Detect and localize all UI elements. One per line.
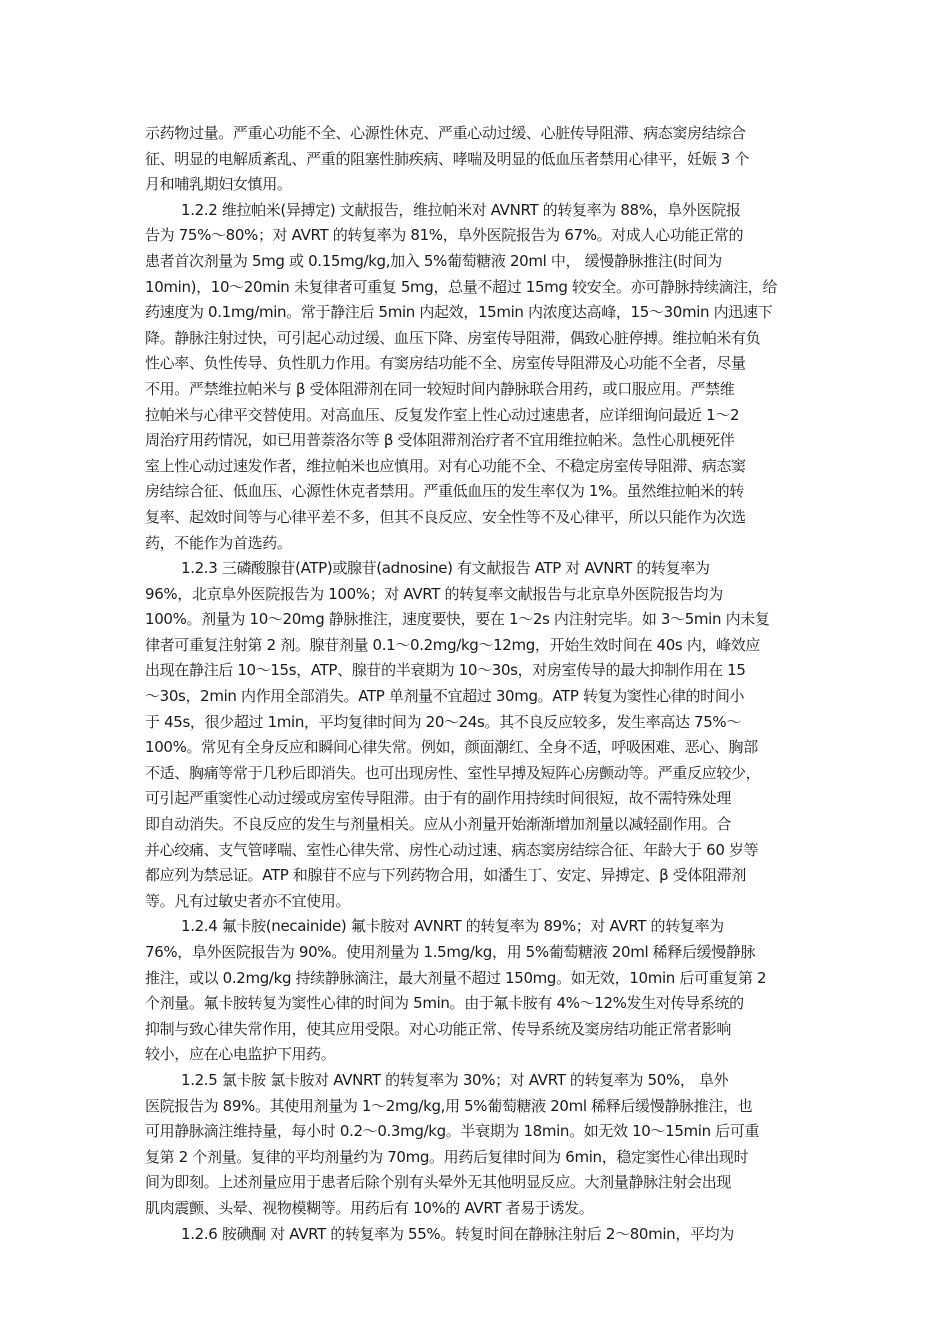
- paragraph-line: 可用静脉滴注维持量，每小时 0.2～0.3mg/kg。半衰期为 18min。如无效 10～15min 后可重: [145, 1122, 760, 1141]
- paragraph-line: 肌肉震颤、头晕、视物模糊等。用药后有 10%的 AVRT 者易于诱发。: [145, 1198, 594, 1217]
- paragraph-line: 76%，阜外医院报告为 90%。使用剂量为 1.5mg/kg，用 5%葡萄糖液 20ml 稀释后缓慢静脉: [145, 943, 756, 961]
- paragraph-line: 性心率、负性传导、负性肌力作用。有窦房结功能不全、房室传导阻滞及心功能不全者，尽量: [145, 354, 746, 373]
- paragraph-line: 较小，应在心电监护下用药。: [145, 1045, 336, 1064]
- paragraph-line: 个剂量。氟卡胺转复为窦性心律的时间为 5min。由于氟卡胺有 4%～12%发生对传导系统的: [145, 994, 744, 1013]
- section-heading-line: 1.2.6 胺碘酮 对 AVRT 的转复率为 55%。转复时间在静脉注射后 2～80min，平均为: [181, 1224, 734, 1243]
- body-text: [145, 121, 817, 1247]
- paragraph-line: 降。静脉注射过快，可引起心动过缓、血压下降、房室传导阻滞，偶致心脏停搏。维拉帕米有负: [145, 328, 761, 347]
- paragraph-line: 拉帕米与心律平交替使用。对高血压、反复发作室上性心动过速患者，应详细询问最近 1～2: [145, 405, 740, 424]
- paragraph-line: 间为即刻。上述剂量应用于患者后除个别有头晕外无其他明显反应。大剂量静脉注射会出现: [145, 1173, 732, 1192]
- paragraph-line: 复率、起效时间等与心律平差不多，但其不良反应、安全性等不及心律平，所以只能作为次选: [145, 507, 746, 526]
- paragraph-line: 即自动消失。不良反应的发生与剂量相关。应从小剂量开始渐渐增加剂量以减轻副作用。合: [145, 815, 732, 834]
- paragraph-line: 100%。剂量为 10～20mg 静脉推注，速度要快，要在 1～2s 内注射完毕。如 3～5min 内未复: [145, 610, 770, 629]
- paragraph-line: 药速度为 0.1mg/min。常于静注后 5min 内起效，15min 内浓度达高峰，15～30min 内迅速下: [145, 303, 773, 322]
- section-heading-line: 1.2.3 三磷酸腺苷(ATP)或腺苷(adnosine) 有文献报告 ATP 对 AVNRT 的转复率为: [181, 559, 710, 578]
- paragraph-line: 出现在静注后 10～15s，ATP、腺苷的半衰期为 10～30s，对房室传导的最大抑制作用在 15: [145, 661, 746, 680]
- paragraph-line: 10min)，10～20min 未复律者可重复 5mg，总量不超过 15mg 较安全。亦可静脉持续滴注，给: [145, 277, 778, 296]
- section-heading-line: 1.2.5 氯卡胺 氯卡胺对 AVNRT 的转复率为 30%；对 AVRT 的转复率为 50%， 阜外: [181, 1070, 729, 1089]
- section-heading-line: 1.2.2 维拉帕米(异搏定) 文献报告，维拉帕米对 AVNRT 的转复率为 88%，阜外医院报: [181, 200, 741, 219]
- paragraph-line: 不用。严禁维拉帕米与 β 受体阻滞剂在同一较短时间内静脉联合用药，或口服应用。严禁维: [145, 379, 735, 398]
- paragraph-line: 不适、胸痛等常于几秒后即消失。也可出现房性、室性早搏及短阵心房颤动等。严重反应较少，: [145, 763, 761, 782]
- paragraph-line: 96%，北京阜外医院报告为 100%；对 AVRT 的转复率文献报告与北京阜外医院报告均为: [145, 584, 723, 603]
- paragraph-line: ～30s，2min 内作用全部消失。ATP 单剂量不宜超过 30mg。ATP 转复为窦性心律的时间小: [145, 687, 745, 706]
- paragraph-line: 房结综合征、低血压、心源性休克者禁用。严重低血压的发生率仅为 1%。虽然维拉帕米的转: [145, 482, 744, 501]
- paragraph-line: 复第 2 个剂量。复律的平均剂量约为 70mg。用药后复律时间为 6min，稳定窦性心律出现时: [145, 1147, 749, 1166]
- paragraph-line: 征、明显的电解质紊乱、严重的阻塞性肺疾病、哮喘及明显的低血压者禁用心律平，妊娠 3 个: [145, 149, 750, 168]
- paragraph-line: 都应列为禁忌证。ATP 和腺苷不应与下列药物合用，如潘生丁、安定、异搏定、β 受体阻滞剂: [145, 866, 747, 885]
- paragraph-line: 周治疗用药情况，如已用普萘洛尔等 β 受体阻滞剂治疗者不宜用维拉帕米。急性心肌梗死伴: [145, 431, 735, 450]
- paragraph-line: 抑制与致心律失常作用，使其应用受限。对心功能正常、传导系统及窦房结功能正常者影响: [145, 1019, 732, 1038]
- paragraph-line: 患者首次剂量为 5mg 或 0.15mg/kg,加入 5%葡萄糖液 20ml 中， 缓慢静脉推注(时间为: [145, 251, 722, 270]
- section-heading-line: 1.2.4 氟卡胺(necainide) 氟卡胺对 AVNRT 的转复率为 89%；对 AVRT 的转复率为: [181, 917, 724, 936]
- paragraph-line: 并心绞痛、支气管哮喘、室性心律失常、房性心动过速、病态窦房结综合征、年龄大于 60 岁等: [145, 840, 759, 859]
- paragraph-line: 药，不能作为首选药。: [145, 533, 292, 552]
- paragraph-line: 推注，或以 0.2mg/kg 持续静脉滴注，最大剂量不超过 150mg。如无效，10min 后可重复第 2: [145, 968, 767, 987]
- paragraph-line: 于 45s，很少超过 1min，平均复律时间为 20～24s。其不良反应较多，发生率高达 75%～: [145, 712, 741, 731]
- paragraph-line: 室上性心动过速发作者，维拉帕米也应慎用。对有心功能不全、不稳定房室传导阻滞、病态窦: [145, 456, 746, 475]
- paragraph-line: 医院报告为 89%。其使用剂量为 1～2mg/kg,用 5%葡萄糖液 20ml 稀释后缓慢静脉推注，也: [145, 1096, 753, 1115]
- paragraph-line: 100%。常见有全身反应和瞬间心律失常。例如，颜面潮红、全身不适，呼吸困难、恶心、胸部: [145, 738, 758, 757]
- paragraph-line: 等。凡有过敏史者亦不宜使用。: [145, 891, 351, 910]
- paragraph-line: 律者可重复注射第 2 剂。腺苷剂量 0.1～0.2mg/kg～12mg，开始生效时间在 40s 内，峰效应: [145, 635, 761, 654]
- paragraph-line: 示药物过量。严重心功能不全、心源性休克、严重心动过缓、心脏传导阻滞、病态窦房结综合: [145, 124, 746, 142]
- paragraph-line: 可引起严重窦性心动过缓或房室传导阻滞。由于有的副作用持续时间很短，故不需特殊处理: [145, 789, 732, 808]
- paragraph-line: 月和哺乳期妇女慎用。: [145, 175, 292, 194]
- paragraph-line: 告为 75%～80%；对 AVRT 的转复率为 81%，阜外医院报告为 67%。对成人心功能正常的: [145, 226, 744, 245]
